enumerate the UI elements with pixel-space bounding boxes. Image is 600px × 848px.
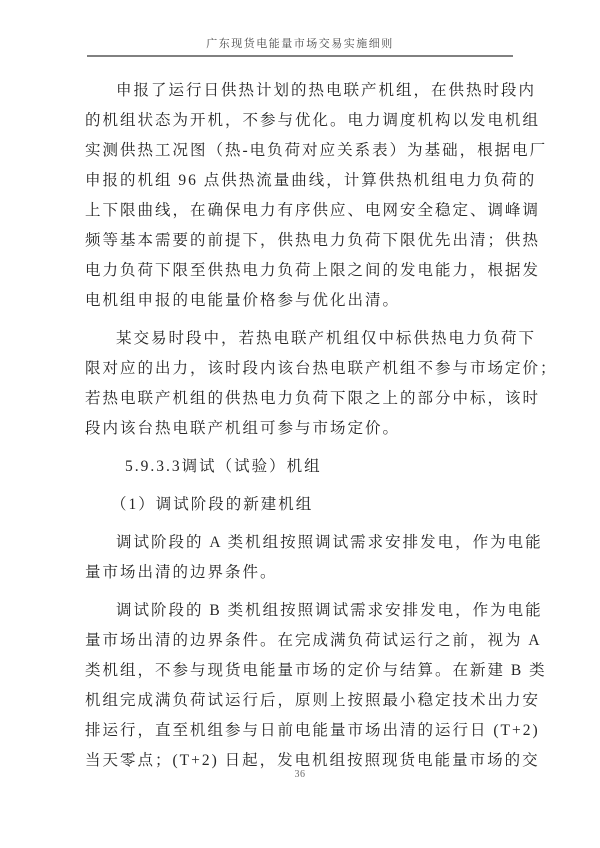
text-line: 电机组申报的电能量价格参与优化出清。: [85, 292, 401, 309]
paragraph: [85, 596, 547, 776]
document-body: [85, 76, 558, 776]
text-line: 限对应的出力，该时段内该台热电联产机组不参与市场定价；: [85, 360, 558, 377]
text-line: 机组完成满负荷试运行后，原则上按照最小稳定技术出力安: [85, 692, 541, 709]
text-line: 当天零点；(T+2) 日起，发电机组按照现货电能量市场的交: [85, 752, 540, 769]
section-heading: [85, 452, 515, 482]
text-line: 量市场出清的边界条件。: [85, 564, 278, 581]
page-number: 36: [294, 769, 306, 780]
text-line: 某交易时段中，若热电联产机组仅中标供热电力负荷下: [116, 330, 537, 347]
paragraph: [85, 324, 558, 444]
paragraph: [85, 528, 543, 588]
page-header: [85, 38, 515, 51]
header-rule: [87, 55, 513, 57]
list-item-heading: [85, 490, 515, 520]
page-footer: [0, 769, 600, 781]
text-line: 若热电联产机组的供热电力负荷下限之上的部分中标，该时: [85, 390, 541, 407]
text-line: 申报了运行日供热计划的热电联产机组，在供热时段内: [116, 82, 537, 99]
text-line: （1）调试阶段的新建机组: [111, 496, 314, 513]
text-line: 排运行，直至机组参与日前电能量市场出清的运行日 (T+2): [85, 722, 540, 739]
text-line: 上下限曲线，在确保电力有序供应、电网安全稳定、调峰调: [85, 202, 541, 219]
text-line: 类机组，不参与现货电能量市场的定价与结算。在新建 B 类: [85, 662, 547, 679]
text-line: 频等基本需要的前提下，供热电力负荷下限优先出清；供热: [85, 232, 541, 249]
text-line: 申报的机组 96 点供热流量曲线，计算供热机组电力负荷的: [85, 172, 537, 189]
text-line: 的机组状态为开机，不参与优化。电力调度机构以发电机组: [85, 112, 541, 129]
header-title: 广东现货电能量市场交易实施细则: [206, 38, 394, 50]
text-line: 调试阶段的 B 类机组按照调试需求安排发电，作为电能: [116, 602, 543, 619]
text-line: 电力负荷下限至供热电力负荷上限之间的发电能力，根据发: [85, 262, 541, 279]
paragraph: [85, 76, 548, 316]
text-line: 调试阶段的 A 类机组按照调试需求安排发电，作为电能: [116, 534, 543, 551]
text-line: 量市场出清的边界条件。在完成满负荷试运行之前，视为 A: [85, 632, 542, 649]
text-line: 段内该台热电联产机组可参与市场定价。: [85, 420, 401, 437]
text-line: 实测供热工况图（热-电负荷对应关系表）为基础，根据电厂: [85, 142, 548, 159]
text-line: 5.9.3.3调试（试验）机组: [125, 458, 322, 475]
